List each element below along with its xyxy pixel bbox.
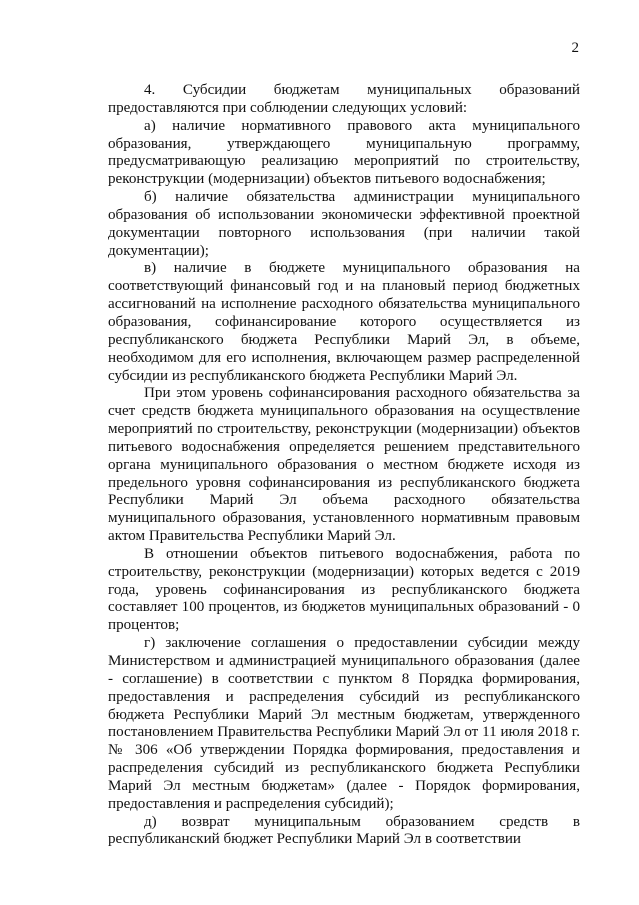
paragraph-cofinancing-level: При этом уровень софинансирования расходного обязательства за счет средств бюджета муниципального образования на осуществление мероприятий по строительству, реконструкции (модернизации) объектов питьевого водоснабжения определяется решением представительного органа муниципального образования о местном бюджете исходя из предельного уровня софинансирования из республиканского бюджета Республики Марий Эл объема расходного обязательства муниципального образования, установленного нормативным правовым актом Правительства Республики Марий Эл. (108, 385, 580, 545)
paragraph-subitem-v: в) наличие в бюджете муниципального образования на соответствующий финансовый год и на плановый период бюджетных ассигнований на исполнение расходного обязательства муниципального образования, софинансирование которого осуществляется из республиканского бюджета Республики Марий Эл, в объеме, необходимом для его исполнения, включающем размер распределенной субсидии из республиканского бюджета Республики Марий Эл. (108, 260, 580, 384)
paragraph-subitem-g: г) заключение соглашения о предоставлении субсидии между Министерством и администрацией муниципального образования (далее - соглашение) в соответствии с пунктом 8 Порядка формирования, предоставления и распределения субсидий из республиканского бюджета Республики Марий Эл местным бюджетам, утвержденного постановлением Правительства Республики Марий Эл от 11 июля 2018 г. № 306 «Об утверждении Порядка формирования, предоставления и распределения субсидий из республиканского бюджета Республики Марий Эл местным бюджетам» (далее - Порядок формирования, предоставления и распределения субсидий); (108, 635, 580, 812)
paragraph-subitem-b: б) наличие обязательства администрации муниципального образования об использовании экономически эффективной проектной документации повторного использования (при наличии такой документации); (108, 189, 580, 259)
paragraph-subitem-d: д) возврат муниципальным образованием средств в республиканский бюджет Республики Марий Эл в соответствии (108, 813, 580, 848)
page-number: 2 (571, 40, 579, 56)
paragraph-item-4: 4. Субсидии бюджетам муниципальных образований предоставляются при соблюдении следующих условий: (108, 82, 580, 116)
document-body (108, 82, 580, 849)
paragraph-subitem-a: а) наличие нормативного правового акта муниципального образования, утверждающего муниципальную программу, предусматривающую реализацию мероприятий по строительству, реконструкции (модернизации) объектов питьевого водоснабжения; (108, 117, 580, 188)
paragraph-water-supply-objects: В отношении объектов питьевого водоснабжения, работа по строительству, реконструкции (модернизации) которых ведется с 2019 года, уровень софинансирования из республиканского бюджета составляет 100 процентов, из бюджетов муниципальных образований - 0 процентов; (108, 545, 580, 634)
